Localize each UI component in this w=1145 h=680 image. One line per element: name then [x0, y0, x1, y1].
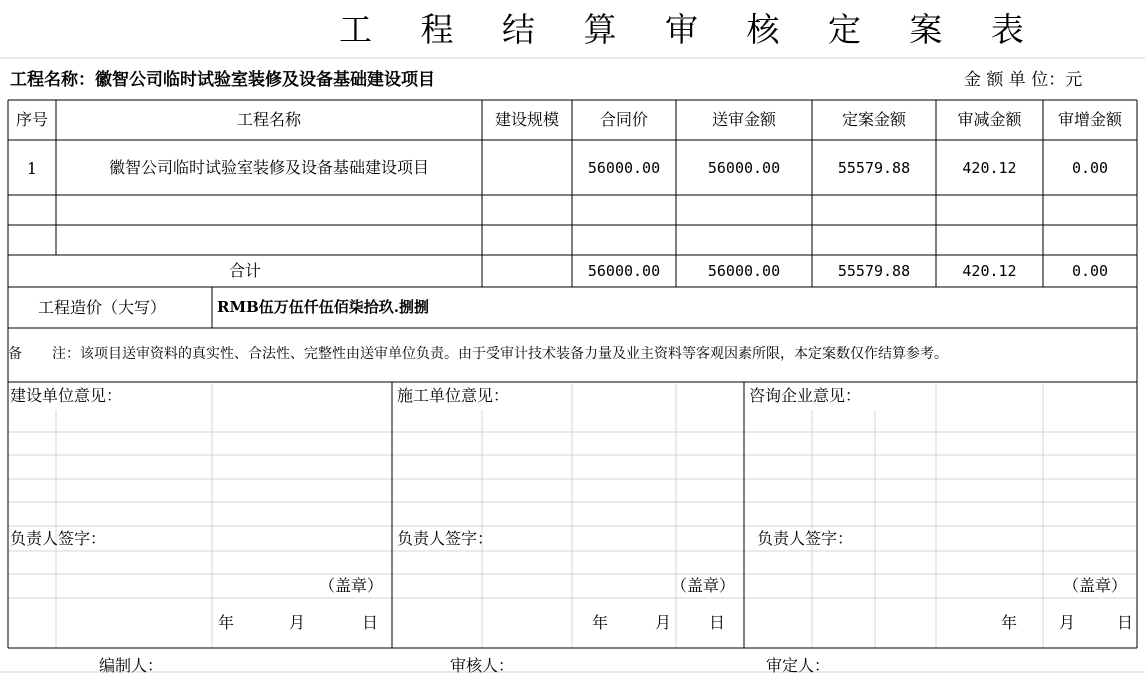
amount-unit-label: 金 额 单 位：元: [964, 70, 1083, 90]
seal-label: （盖章）: [1063, 576, 1128, 595]
header-reduced-amount: 审减金额: [957, 110, 1022, 129]
header-submitted-amount: 送审金额: [711, 110, 776, 129]
reviewer-label: 审核人：: [450, 656, 515, 675]
row-approved-amount: 55579.88: [837, 159, 911, 177]
date-month: 月: [1059, 613, 1076, 632]
row-project-name: 徽智公司临时试验室装修及设备基础建设项目: [108, 158, 429, 177]
opinion-title: 施工单位意见：: [397, 386, 510, 405]
date-month: 月: [289, 613, 306, 632]
date-year: 年: [592, 613, 609, 632]
date-year: 年: [1001, 613, 1018, 632]
project-name-label: 工程名称：徽智公司临时试验室装修及设备基础建设项目: [10, 70, 435, 90]
header-approved-amount: 定案金额: [841, 110, 906, 129]
total-increased-amount: 0.00: [1071, 262, 1109, 280]
cost-in-words-value: RMB伍万伍仟伍佰柒拾玖.捌捌: [217, 298, 429, 316]
page-title: 工 程 结 算 审 核 定 案 表: [339, 10, 1043, 49]
date-month: 月: [655, 613, 672, 632]
row-contract-price: 56000.00: [587, 159, 661, 177]
row-submitted-amount: 56000.00: [707, 159, 781, 177]
header-increased-amount: 审增金额: [1057, 110, 1122, 129]
signature-label: 负责人签字：: [397, 529, 494, 548]
seal-label: （盖章）: [671, 576, 736, 595]
signature-label: 负责人签字：: [10, 529, 107, 548]
header-project-name: 工程名称: [236, 110, 301, 129]
total-label: 合计: [228, 261, 261, 280]
opinion-title: 建设单位意见：: [10, 386, 123, 405]
seal-label: （盖章）: [319, 576, 384, 595]
date-day: 日: [709, 613, 726, 632]
faint-gridlines: [0, 58, 1145, 675]
row-seq: 1: [26, 159, 38, 178]
total-contract-price: 56000.00: [587, 262, 661, 280]
remark-label: 备: [8, 346, 22, 362]
header-seq: 序号: [15, 110, 48, 129]
approver-label: 审定人：: [766, 656, 831, 675]
cost-in-words-label: 工程造价（大写）: [38, 298, 167, 317]
row-reduced-amount: 420.12: [962, 159, 1017, 177]
remark-text: 注：该项目送审资料的真实性、合法性、完整性由送审单位负责。由于受审计技术装备力量及业主资料等客观因素所限，本定案数仅作结算参考。: [52, 346, 948, 362]
table-borders: [8, 100, 1137, 648]
date-day: 日: [1117, 613, 1134, 632]
row-increased-amount: 0.00: [1071, 159, 1109, 177]
total-approved-amount: 55579.88: [837, 262, 911, 280]
signature-label: 负责人签字：: [757, 529, 854, 548]
total-reduced-amount: 420.12: [962, 262, 1017, 280]
opinion-title: 咨询企业意见：: [749, 386, 862, 405]
header-scale: 建设规模: [494, 110, 559, 129]
date-day: 日: [362, 613, 379, 632]
date-year: 年: [218, 613, 235, 632]
total-submitted-amount: 56000.00: [707, 262, 781, 280]
preparer-label: 编制人：: [99, 656, 164, 675]
header-contract-price: 合同价: [599, 110, 648, 129]
